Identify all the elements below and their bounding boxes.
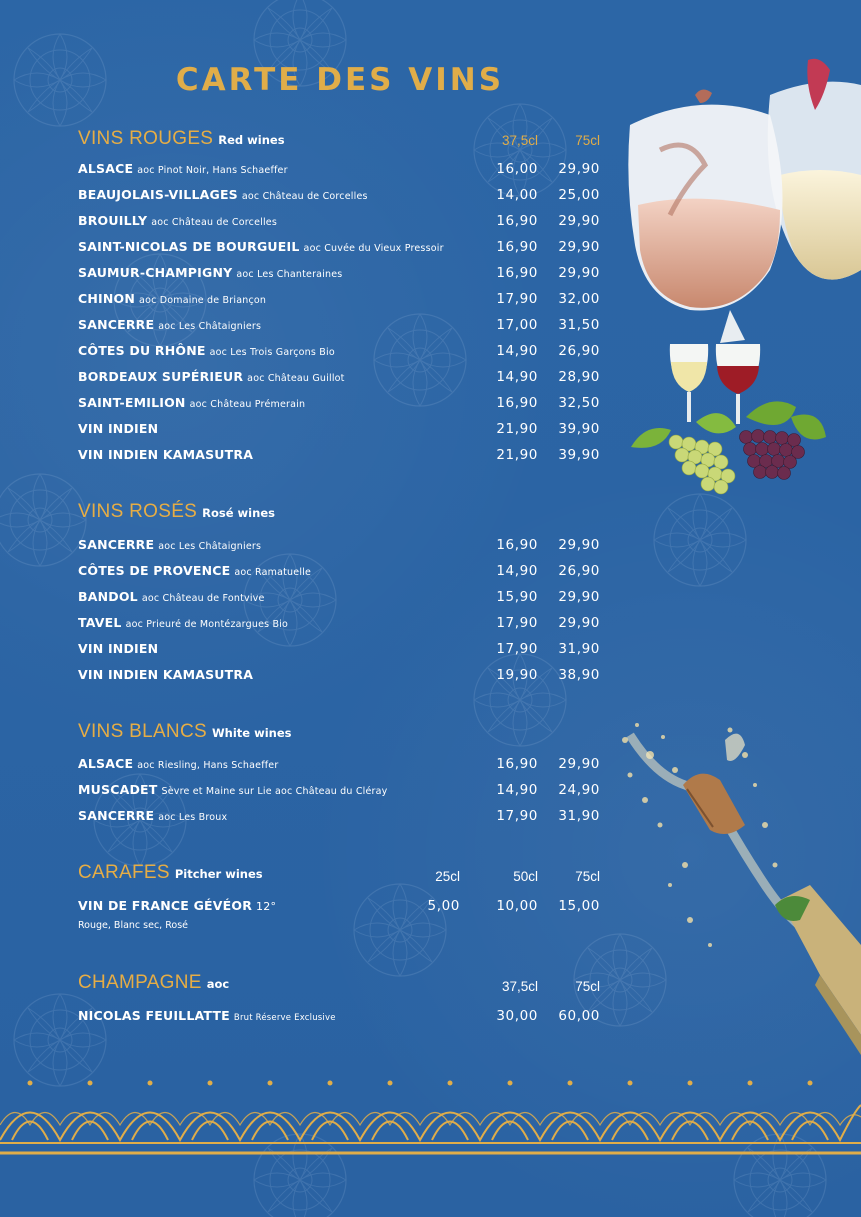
price-75cl: 29,90 bbox=[558, 161, 600, 177]
wine-name: SANCERRE aoc Les Châtaigniers bbox=[78, 537, 262, 552]
wine-description: aoc Château Prémerain bbox=[189, 399, 306, 410]
wine-name: SAINT-EMILION aoc Château Prémerain bbox=[78, 395, 306, 410]
section-heading-carafes bbox=[78, 862, 263, 888]
price-75cl: 39,90 bbox=[558, 447, 600, 463]
price-75cl: 15,00 bbox=[558, 898, 600, 914]
wine-name: BANDOL aoc Château de Fontvive bbox=[78, 589, 265, 604]
section-heading-champagne bbox=[78, 972, 229, 998]
wine-row bbox=[78, 161, 608, 181]
column-header-75cl: 75cl bbox=[575, 133, 600, 148]
wine-description: aoc Domaine de Briançon bbox=[139, 295, 267, 306]
wine-name: SAINT-NICOLAS DE BOURGUEIL aoc Cuvée du Vieux Pressoir bbox=[78, 239, 444, 254]
price-37cl: 17,90 bbox=[496, 615, 538, 631]
wine-description: Brut Réserve Exclusive bbox=[233, 1013, 336, 1023]
section-heading-rouges bbox=[78, 128, 285, 154]
price-75cl: 24,90 bbox=[558, 782, 600, 798]
price-25cl: 5,00 bbox=[427, 898, 460, 914]
wine-description: 12° bbox=[256, 900, 277, 913]
wine-row bbox=[78, 667, 608, 687]
price-37cl: 19,90 bbox=[496, 667, 538, 683]
price-37cl: 17,90 bbox=[496, 808, 538, 824]
wine-description: aoc Pinot Noir, Hans Schaeffer bbox=[137, 165, 288, 176]
wine-row bbox=[78, 1008, 608, 1028]
wine-description: aoc Les Broux bbox=[158, 812, 228, 823]
price-75cl: 29,90 bbox=[558, 239, 600, 255]
wine-name: ALSACE aoc Pinot Noir, Hans Schaeffer bbox=[78, 161, 288, 176]
wine-name: BEAUJOLAIS-VILLAGES aoc Château de Corcelles bbox=[78, 187, 368, 202]
price-37cl: 16,90 bbox=[496, 239, 538, 255]
wine-row bbox=[78, 615, 608, 635]
price-75cl: 31,50 bbox=[558, 317, 600, 333]
price-75cl: 32,50 bbox=[558, 395, 600, 411]
section-subtitle: Rosé wines bbox=[202, 506, 275, 520]
grapes-image bbox=[626, 392, 830, 497]
price-37cl: 17,90 bbox=[496, 641, 538, 657]
price-37cl: 16,90 bbox=[496, 395, 538, 411]
champagne-bottle-image bbox=[615, 715, 861, 1055]
wine-row bbox=[78, 563, 608, 583]
wine-description: aoc Prieuré de Montézargues Bio bbox=[125, 619, 289, 630]
wine-description: aoc Ramatuelle bbox=[234, 567, 312, 578]
wine-name: SANCERRE aoc Les Châtaigniers bbox=[78, 317, 262, 332]
wine-name: CÔTES DE PROVENCE aoc Ramatuelle bbox=[78, 563, 312, 578]
column-header-75cl: 75cl bbox=[575, 869, 600, 884]
wine-description: Sèvre et Maine sur Lie aoc Château du Cléray bbox=[161, 786, 388, 797]
price-75cl: 32,00 bbox=[558, 291, 600, 307]
price-37cl: 17,00 bbox=[496, 317, 538, 333]
section-subtitle: aoc bbox=[206, 977, 230, 991]
price-75cl: 31,90 bbox=[558, 641, 600, 657]
price-37cl: 14,90 bbox=[496, 782, 538, 798]
price-75cl: 29,90 bbox=[558, 589, 600, 605]
wine-description: aoc Les Chanteraines bbox=[236, 269, 343, 280]
section-title: VINS ROSÉS bbox=[78, 501, 198, 522]
wine-row bbox=[78, 782, 608, 802]
wine-name: MUSCADET Sèvre et Maine sur Lie aoc Château du Cléray bbox=[78, 782, 388, 797]
carafe-note: Rouge, Blanc sec, Rosé bbox=[78, 920, 189, 931]
section-title: CHAMPAGNE bbox=[78, 972, 202, 993]
price-75cl: 29,90 bbox=[558, 537, 600, 553]
price-37cl: 16,90 bbox=[496, 213, 538, 229]
wine-name: VIN INDIEN bbox=[78, 641, 159, 656]
column-header-75cl: 75cl bbox=[575, 979, 600, 994]
price-75cl: 29,90 bbox=[558, 213, 600, 229]
wine-name: VIN INDIEN KAMASUTRA bbox=[78, 667, 254, 682]
wine-description: aoc Cuvée du Vieux Pressoir bbox=[303, 243, 444, 254]
wine-row bbox=[78, 756, 608, 776]
wine-row bbox=[78, 641, 608, 661]
price-37cl: 17,90 bbox=[496, 291, 538, 307]
price-37cl: 16,90 bbox=[496, 537, 538, 553]
price-37cl: 21,90 bbox=[496, 447, 538, 463]
section-subtitle: Red wines bbox=[218, 133, 285, 147]
wine-name: ALSACE aoc Riesling, Hans Schaeffer bbox=[78, 756, 279, 771]
price-75cl: 28,90 bbox=[558, 369, 600, 385]
column-header-37cl: 37,5cl bbox=[501, 979, 538, 994]
section-title: VINS BLANCS bbox=[78, 721, 207, 742]
wine-name: VIN INDIEN KAMASUTRA bbox=[78, 447, 254, 462]
wine-description: aoc Château Guillot bbox=[247, 373, 345, 384]
section-title: CARAFES bbox=[78, 862, 170, 883]
section-subtitle: White wines bbox=[211, 726, 292, 740]
price-37cl: 16,90 bbox=[496, 756, 538, 772]
price-75cl: 39,90 bbox=[558, 421, 600, 437]
price-37cl: 14,90 bbox=[496, 343, 538, 359]
wine-row bbox=[78, 898, 608, 918]
price-37cl: 14,00 bbox=[496, 187, 538, 203]
price-75cl: 38,90 bbox=[558, 667, 600, 683]
wine-description: aoc Les Châtaigniers bbox=[158, 321, 262, 332]
price-37cl: 16,90 bbox=[496, 265, 538, 281]
price-75cl: 26,90 bbox=[558, 343, 600, 359]
price-75cl: 31,90 bbox=[558, 808, 600, 824]
wine-description: aoc Riesling, Hans Schaeffer bbox=[137, 760, 279, 771]
wine-description: aoc Château de Corcelles bbox=[241, 191, 368, 202]
wine-row bbox=[78, 317, 608, 337]
column-header-37cl: 37,5cl bbox=[501, 133, 538, 148]
page-title: CARTE DES VINS bbox=[175, 62, 505, 98]
wine-row bbox=[78, 213, 608, 233]
price-37cl: 14,90 bbox=[496, 369, 538, 385]
price-37cl: 14,90 bbox=[496, 563, 538, 579]
price-37cl: 15,90 bbox=[496, 589, 538, 605]
wine-row bbox=[78, 369, 608, 389]
scalloped-border-ornament bbox=[0, 1065, 861, 1160]
wine-row bbox=[78, 291, 608, 311]
wine-row bbox=[78, 395, 608, 415]
price-37cl: 30,00 bbox=[496, 1008, 538, 1024]
wine-row bbox=[78, 589, 608, 609]
wine-name: TAVEL aoc Prieuré de Montézargues Bio bbox=[78, 615, 289, 630]
wine-description: aoc Les Trois Garçons Bio bbox=[209, 347, 335, 358]
wine-name: VIN INDIEN bbox=[78, 421, 159, 436]
wine-name: BROUILLY aoc Château de Corcelles bbox=[78, 213, 277, 228]
price-75cl: 29,90 bbox=[558, 615, 600, 631]
wine-name: VIN DE FRANCE GÉVÉOR 12° bbox=[78, 898, 277, 913]
price-75cl: 26,90 bbox=[558, 563, 600, 579]
price-75cl: 29,90 bbox=[558, 265, 600, 281]
wine-row bbox=[78, 808, 608, 828]
section-heading-blancs bbox=[78, 721, 291, 747]
price-75cl: 60,00 bbox=[558, 1008, 600, 1024]
wine-row bbox=[78, 265, 608, 285]
price-75cl: 25,00 bbox=[558, 187, 600, 203]
section-heading-roses bbox=[78, 501, 275, 527]
price-50cl: 10,00 bbox=[496, 898, 538, 914]
wine-row bbox=[78, 343, 608, 363]
wine-row bbox=[78, 421, 608, 441]
wine-name: BORDEAUX SUPÉRIEUR aoc Château Guillot bbox=[78, 369, 345, 384]
wine-description: aoc Les Châtaigniers bbox=[158, 541, 262, 552]
wine-glasses-image bbox=[620, 55, 861, 345]
wine-name: CHINON aoc Domaine de Briançon bbox=[78, 291, 267, 306]
price-75cl: 29,90 bbox=[558, 756, 600, 772]
section-title: VINS ROUGES bbox=[78, 128, 214, 149]
price-37cl: 16,00 bbox=[496, 161, 538, 177]
wine-description: aoc Château de Fontvive bbox=[141, 593, 265, 604]
wine-row bbox=[78, 187, 608, 207]
wine-description: aoc Château de Corcelles bbox=[151, 217, 277, 228]
column-header-50cl: 50cl bbox=[513, 869, 538, 884]
column-header-25cl: 25cl bbox=[435, 869, 460, 884]
wine-name: CÔTES DU RHÔNE aoc Les Trois Garçons Bio bbox=[78, 343, 335, 358]
wine-row bbox=[78, 239, 608, 259]
wine-name: SANCERRE aoc Les Broux bbox=[78, 808, 228, 823]
wine-row bbox=[78, 537, 608, 557]
wine-name: SAUMUR-CHAMPIGNY aoc Les Chanteraines bbox=[78, 265, 343, 280]
wine-row bbox=[78, 447, 608, 467]
price-37cl: 21,90 bbox=[496, 421, 538, 437]
wine-name: NICOLAS FEUILLATTE Brut Réserve Exclusive bbox=[78, 1008, 336, 1023]
section-subtitle: Pitcher wines bbox=[174, 867, 263, 881]
